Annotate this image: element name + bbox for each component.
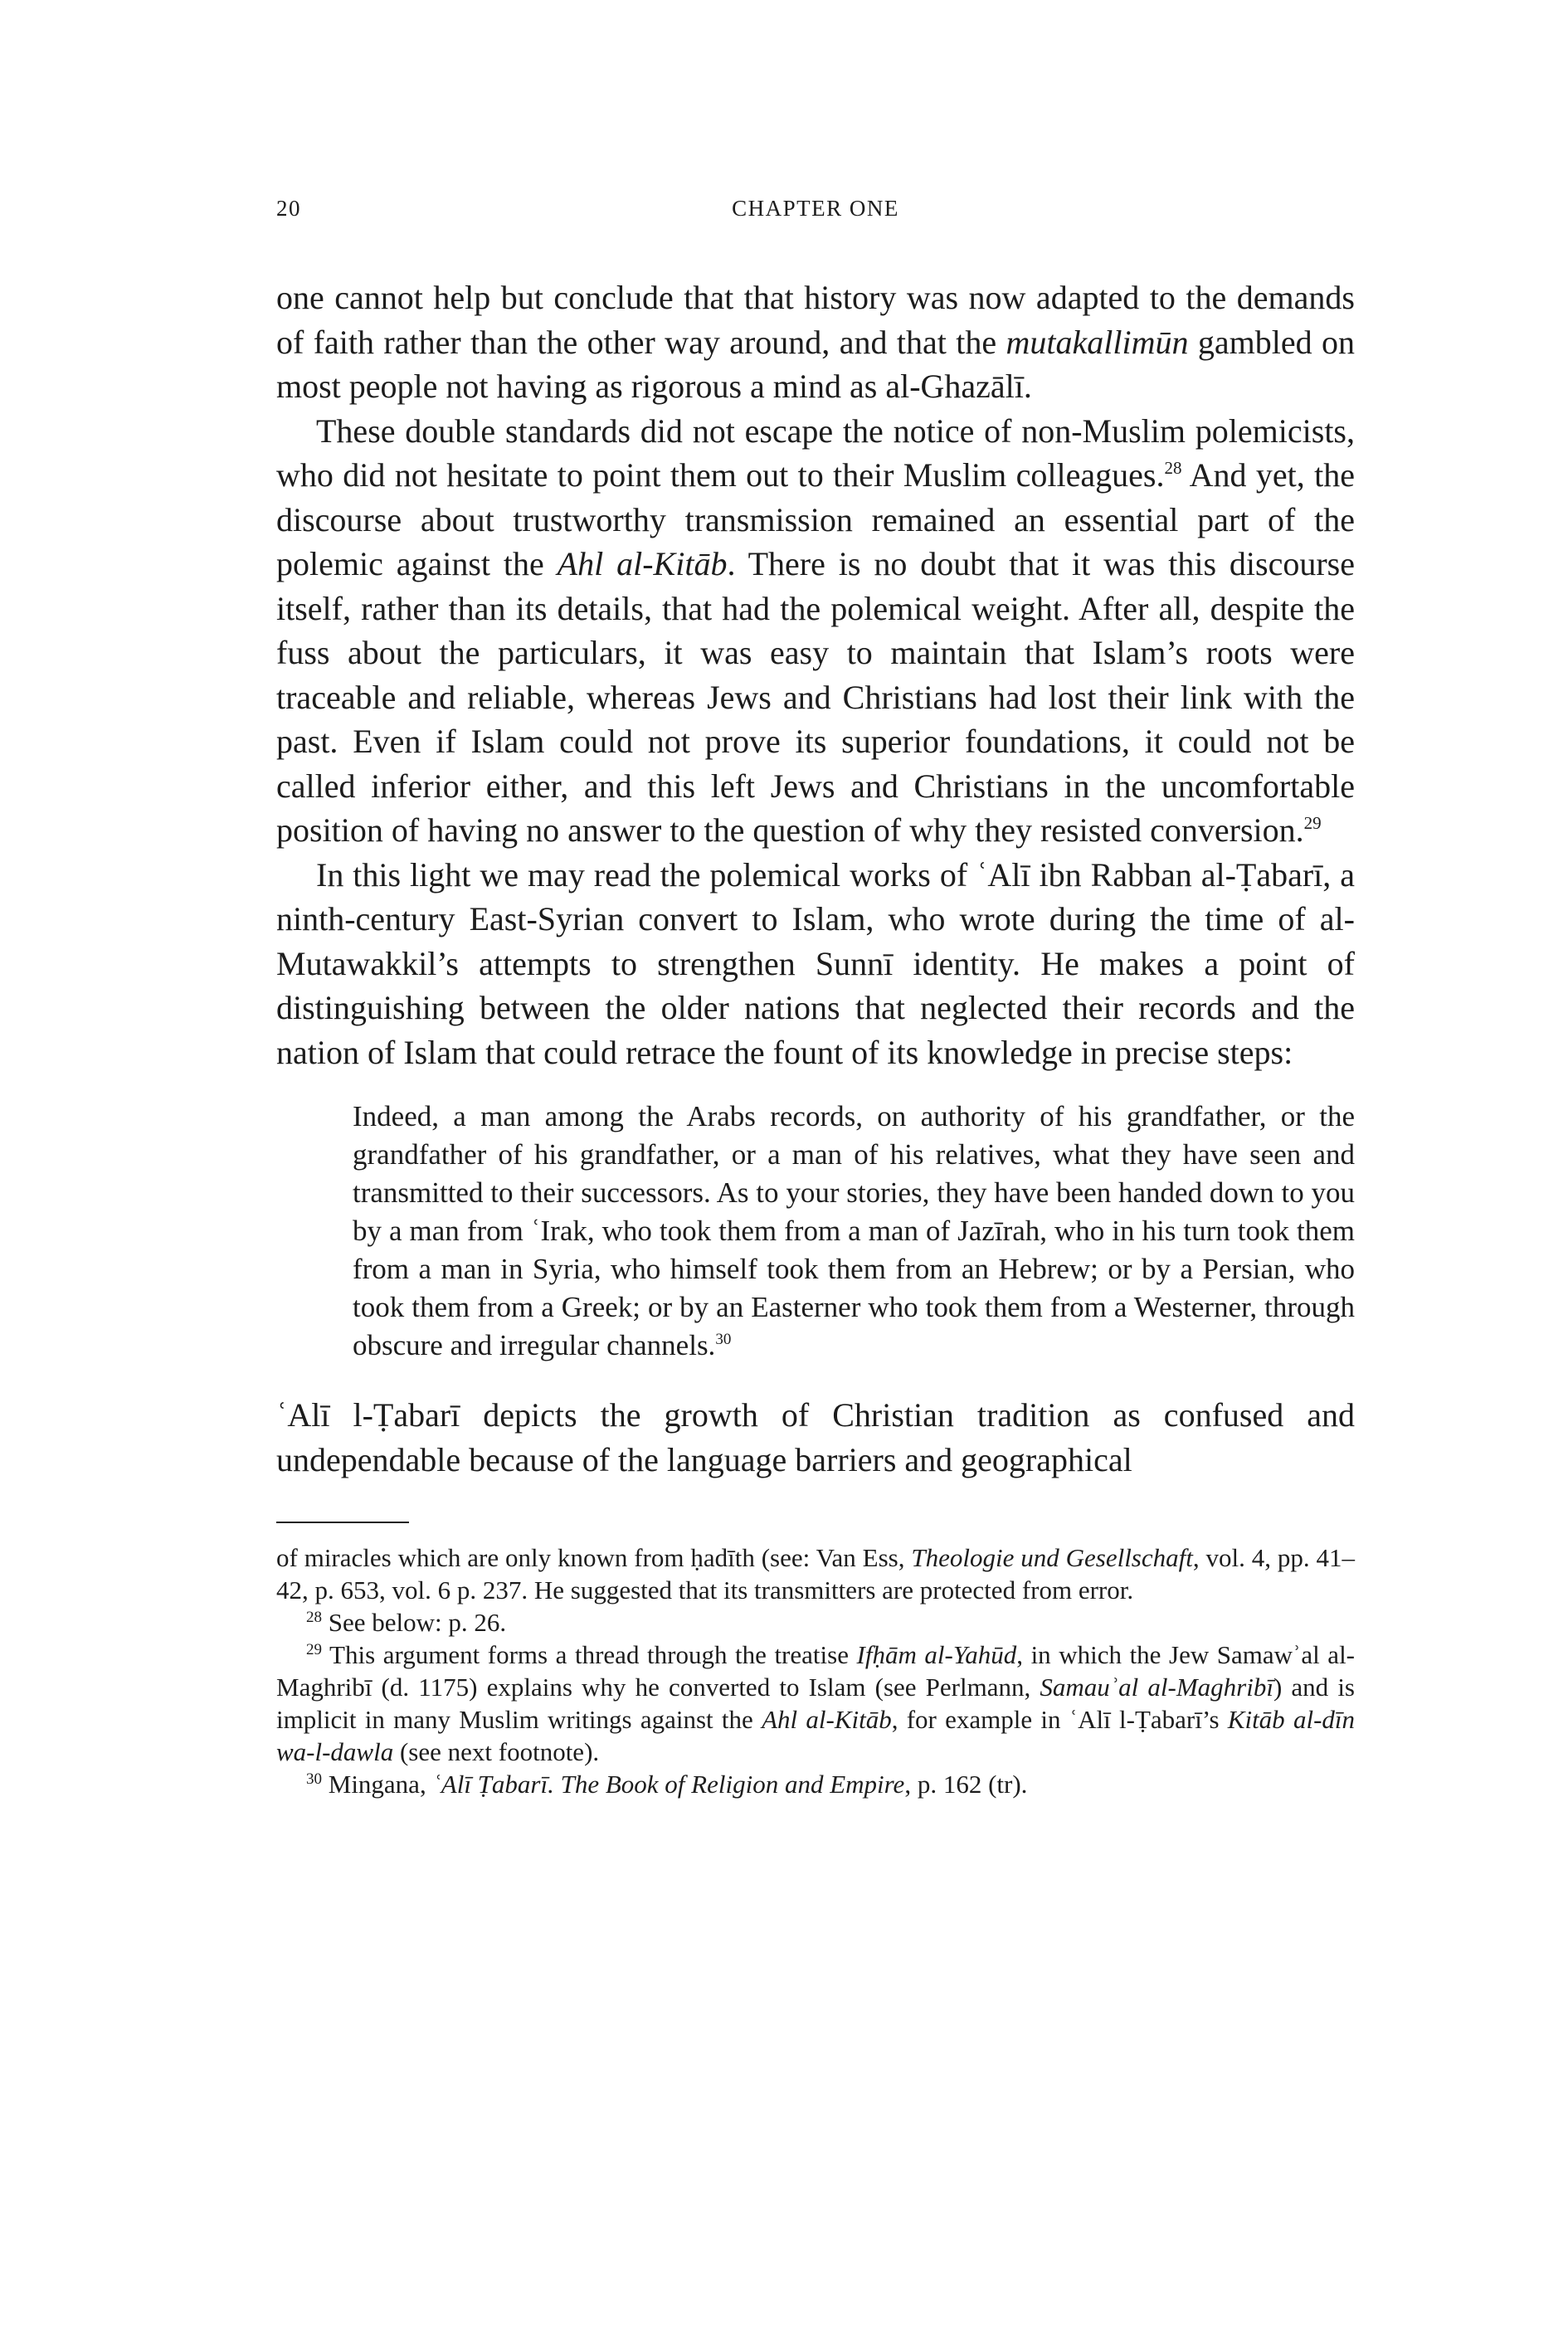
chapter-title: CHAPTER ONE xyxy=(732,196,899,221)
running-head xyxy=(276,196,1355,232)
footnote-30: $^{30}$ Mingana, ʿAlī Ṭabarī. The Book of Religion and Empire, p. 162 (tr). xyxy=(306,1770,1028,1799)
footnote-ref-30[interactable]: 30 xyxy=(715,1331,732,1348)
footnote-29: $^{29}$ This argument forms a thread through the treatise Ifḥām al-Yahūd, in which the Jew Samawʾal al-Maghribī (d. 1175) explains why he converted to Islam (see Perlmann, Samauʾal al-Maghribī) and is implicit in many Muslim writings against the Ahl al-Kitāb, for example in ʿAlī l-Ṭabarī’s Kitāb al-dīn wa-l-dawla (see next footnote). xyxy=(276,1640,1356,1766)
paragraph-2: These double standards did not escape the notice of non-Muslim polemicists, who did not hesitate to point them out to their Muslim colleagues.$^{28}$ And yet, the discourse about trustworthy transmission remained an essential part of the polemic against the Ahl al-Kitāb. There is no doubt that it was this discourse itself, rather than its details, that had the polemical weight. After all, despite the fuss about the particulars, it was easy to maintain that Islam’s roots were traceable and reliable, whereas Jews and Christians had lost their link with the past. Even if Islam could not prove its superior foundations, it could not be called inferior either, and this left Jews and Christians in the uncomfortable position of having no answer to the question of why they resisted conversion.$^{29}$ xyxy=(276,411,1356,849)
footnotes xyxy=(276,1541,1355,1800)
footnote-rule xyxy=(276,1522,409,1523)
body-text xyxy=(276,275,1355,1482)
block-quote: Indeed, a man among the Arabs records, on authority of his grandfather, or the grandfather of his grandfather, or a man of his relatives, what they have seen and transmitted to their successors. As to your stories, they have been handed down to you by a man from ʿIrak, who took them from a man of Jazīrah, who in his turn took them from a man in Syria, who himself took them from an Hebrew; or by a Persian, who took them from a Greek; or by an Easterner who took them from a Westerner, through obscure and irregular channels.$^{30}$ xyxy=(353,1100,1355,1361)
book-page xyxy=(276,196,1355,1800)
footnote-ref-28[interactable]: 28 xyxy=(1164,458,1182,478)
footnote-continuation: of miracles which are only known from ḥadīth (see: Van Ess, Theologie und Gesellschaft, vol. 4, pp. 41–42, p. 653, vol. 6 p. 237. He suggested that its transmitters are protected from error. xyxy=(276,1543,1355,1605)
paragraph-1: one cannot help but conclude that that history was now adapted to the demands of faith rather than the other way around, and that the mutakallimūn gambled on most people not having as rigorous a mind as al-Ghazālī. xyxy=(276,279,1355,405)
footnote-number-30: 30 xyxy=(306,1770,322,1788)
footnote-28: $^{28}$ See below: p. 26. xyxy=(306,1608,507,1637)
page-number: 20 xyxy=(276,196,301,221)
footnote-number-29: 29 xyxy=(306,1641,322,1658)
paragraph-3: In this light we may read the polemical works of ʿAlī ibn Rabban al-Ṭabarī, a ninth-century East-Syrian convert to Islam, who wrote during the time of al-Mutawakkil’s attempts to strengthen Sunnī identity. He makes a point of distinguishing between the older nations that neglected their records and the nation of Islam that could retrace the fount of its knowledge in precise steps: xyxy=(276,855,1355,1071)
footnote-ref-29[interactable]: 29 xyxy=(1303,813,1322,833)
paragraph-4: ʿAlī l-Ṭabarī depicts the growth of Christian tradition as confused and undependable because of the language barriers and geographical xyxy=(276,1396,1355,1478)
footnote-number-28: 28 xyxy=(306,1609,322,1626)
